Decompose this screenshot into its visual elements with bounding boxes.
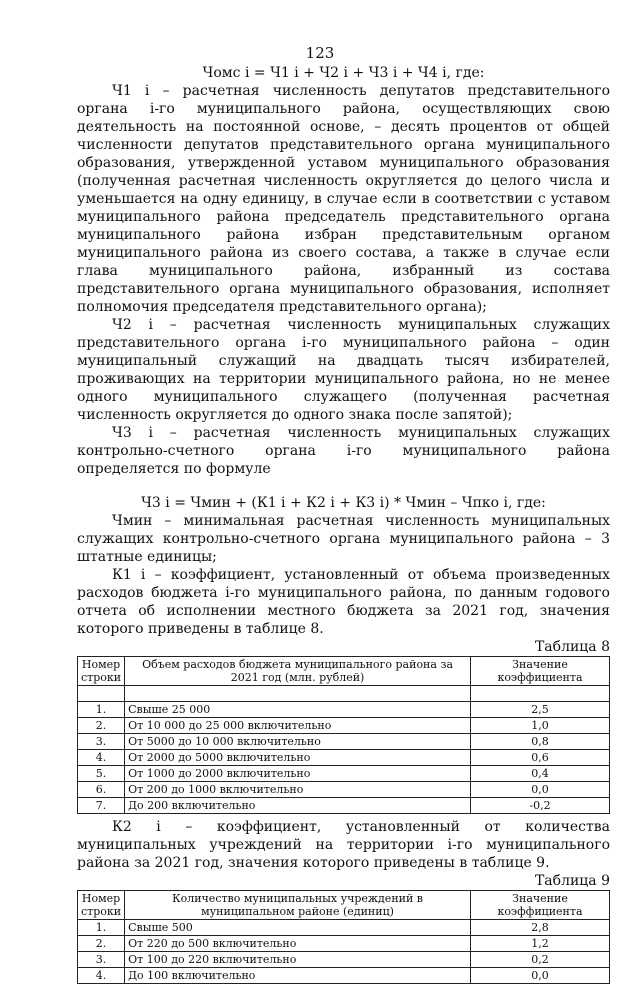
table-cell-num: 6. — [78, 782, 125, 798]
table-cell-value: -0,2 — [471, 798, 610, 814]
table-9-caption: Таблица 9 — [534, 873, 610, 889]
table-cell-value: 0,0 — [471, 782, 610, 798]
table-8-header-row — [78, 657, 610, 686]
table-row — [78, 936, 610, 952]
table-9-header-row — [78, 891, 610, 920]
table-cell-value: 0,0 — [471, 968, 610, 984]
table-row — [78, 782, 610, 798]
table-cell-value: 0,6 — [471, 750, 610, 766]
table-cell-name: От 100 до 220 включительно — [125, 952, 471, 968]
paragraph-ch3: Ч3 i – расчетная численность муниципальных служащих контрольно-счетного органа i-го муниципального района определяется по формуле — [77, 425, 610, 477]
table-cell-value: 0,8 — [471, 734, 610, 750]
paragraph-k1: К1 i – коэффициент, установленный от объема произведенных расходов бюджета i-го муниципального района, по данным годового отчета об исполнении местного бюджета за 2021 год, значения которого приведены в таблице 8. — [77, 567, 610, 637]
table-9-header-num: Номер строки — [78, 891, 125, 920]
table-9-header-value: Значение коэффициента — [471, 891, 610, 920]
table-row — [78, 920, 610, 936]
table-8-header-num: Номер строки — [78, 657, 125, 686]
table-cell-value: 1,2 — [471, 936, 610, 952]
table-cell-name: От 200 до 1000 включительно — [125, 782, 471, 798]
table-cell-value: 0,2 — [471, 952, 610, 968]
table-cell-name: От 1000 до 2000 включительно — [125, 766, 471, 782]
table-8-caption: Таблица 8 — [534, 639, 610, 655]
page-number: 123 — [305, 44, 335, 62]
table-row — [78, 798, 610, 814]
table-cell-num: 3. — [78, 952, 125, 968]
table-cell-num: 1. — [78, 920, 125, 936]
table-row — [78, 766, 610, 782]
table-cell-value: 1,0 — [471, 718, 610, 734]
table-8 — [77, 656, 610, 814]
table-cell-name: Свыше 500 — [125, 920, 471, 936]
document-body — [77, 64, 610, 988]
table-cell-name: До 100 включительно — [125, 968, 471, 984]
table-cell-value: 0,4 — [471, 766, 610, 782]
table-row — [78, 750, 610, 766]
table-cell-name: От 2000 до 5000 включительно — [125, 750, 471, 766]
table-9-header-name: Количество муниципальных учреждений в муниципальном районе (единиц) — [125, 891, 471, 920]
table-cell-name: От 220 до 500 включительно — [125, 936, 471, 952]
formula-ch3: Ч3 i = Чмин + (К1 i + К2 i + К3 i) * Чмин – Чпко i, где: — [141, 495, 546, 511]
table-row — [78, 734, 610, 750]
table-cell-num: 1. — [78, 702, 125, 718]
table-cell-num: 4. — [78, 750, 125, 766]
table-cell-value: 2,8 — [471, 920, 610, 936]
table-row — [78, 718, 610, 734]
table-8-spacer-row — [78, 686, 610, 702]
table-cell-name: До 200 включительно — [125, 798, 471, 814]
table-cell-name: От 10 000 до 25 000 включительно — [125, 718, 471, 734]
table-cell-num: 2. — [78, 718, 125, 734]
paragraph-chmin: Чмин – минимальная расчетная численность муниципальных служащих контрольно-счетного органа муниципального района – 3 штатные единицы; — [77, 513, 610, 565]
table-cell-num: 2. — [78, 936, 125, 952]
table-cell-name: От 5000 до 10 000 включительно — [125, 734, 471, 750]
table-cell-num: 5. — [78, 766, 125, 782]
formula-chomc: Чомс i = Ч1 i + Ч2 i + Ч3 i + Ч4 i, где: — [202, 65, 485, 81]
paragraph-k2: К2 i – коэффициент, установленный от количества муниципальных учреждений на территории i-го муниципального района за 2021 год, значения которого приведены в таблице 9. — [77, 819, 610, 871]
table-8-header-name: Объем расходов бюджета муниципального района за 2021 год (млн. рублей) — [125, 657, 471, 686]
paragraph-ch2: Ч2 i – расчетная численность муниципальных служащих представительного органа i-го муниципального района – один муниципальный служащий на двадцать тысяч избирателей, проживающих на территории муниципального района, но не менее одного муниципального служащего (полученная расчетная численность округляется до одного знака после запятой); — [77, 317, 610, 423]
table-row — [78, 968, 610, 984]
table-row — [78, 952, 610, 968]
table-cell-name: Свыше 25 000 — [125, 702, 471, 718]
table-cell-num: 4. — [78, 968, 125, 984]
table-cell-num: 3. — [78, 734, 125, 750]
table-cell-num: 7. — [78, 798, 125, 814]
table-9 — [77, 890, 610, 984]
paragraph-ch1: Ч1 i – расчетная численность депутатов представительного органа i-го муниципального района, осуществляющих свою деятельность на постоянной основе, – десять процентов от общей численности депутатов представительного органа муниципального образования, утвержденной уставом муниципального образования (полученная расчетная численность округляется до целого числа и уменьшается на одну единицу, в случае если в соответствии с уставом муниципального района председатель представительного органа муниципального района избран представительным органом муниципального района из своего состава, а также в случае если глава муниципального района, избранный из состава представительного органа муниципального образования, исполняет полномочия председателя представительного органа); — [77, 83, 610, 315]
table-8-header-value: Значение коэффициента — [471, 657, 610, 686]
table-row — [78, 702, 610, 718]
table-cell-value: 2,5 — [471, 702, 610, 718]
